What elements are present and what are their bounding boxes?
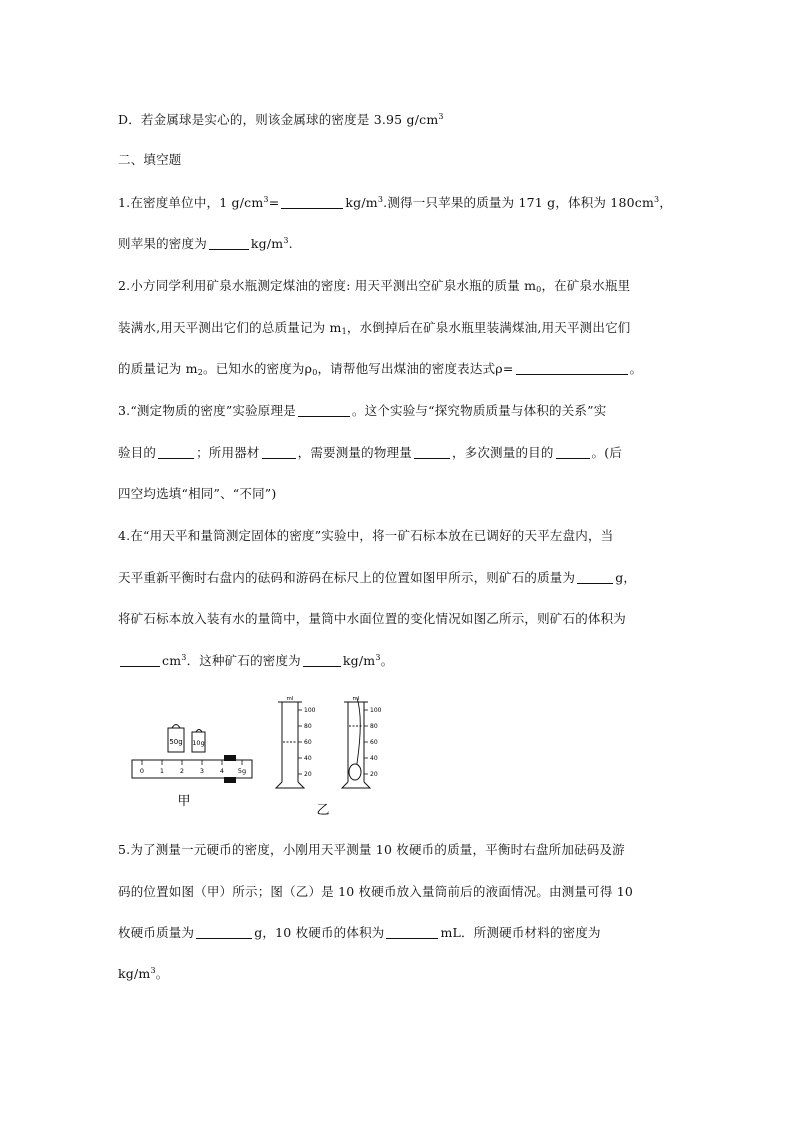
- scale-tick-label: 0: [139, 767, 145, 775]
- graduated-cylinder-left: [276, 696, 316, 788]
- cylinder-tick-label: 20: [370, 771, 378, 778]
- scale-tick-label: 4: [219, 767, 225, 775]
- cylinder-unit-label: ml: [352, 696, 360, 702]
- scale-tick-label: 2: [179, 767, 185, 775]
- answer-blank[interactable]: [298, 404, 350, 417]
- question-4-line-4: $cm^3$．这种矿石的密度为 $kg/m^3$。: [118, 653, 393, 669]
- string-icon: [356, 698, 360, 770]
- answer-blank[interactable]: [120, 654, 160, 667]
- answer-blank[interactable]: [196, 926, 252, 939]
- question-4-line-3: 将矿石标本放入装有水的量筒中，量筒中水面位置的变化情况如图乙所示，则矿石的体积为: [118, 611, 627, 626]
- cylinder-tick-label: 80: [304, 723, 312, 730]
- cylinder-tick-label: 100: [304, 707, 316, 714]
- figure-label-jia: 甲: [177, 794, 191, 809]
- cylinder-unit-label: ml: [286, 696, 294, 702]
- weight-50g-label: 50g: [169, 738, 183, 746]
- cylinder-tick-label: 60: [304, 739, 312, 746]
- question-3-line-1: 3.“测定物质的密度”实验原理是 。这个实验与“探究物质质量与体积的关系”实: [118, 403, 607, 418]
- answer-blank[interactable]: [414, 446, 450, 459]
- answer-blank[interactable]: [158, 446, 194, 459]
- weight-10g-label: 10g: [192, 739, 205, 747]
- experiment-figure: [128, 690, 398, 820]
- balance-scale-ruler: [132, 755, 252, 783]
- question-3-line-3: 四空均选填“相同”、“不同”): [118, 486, 277, 501]
- cylinder-tick-label: 60: [370, 739, 378, 746]
- answer-blank[interactable]: [386, 926, 438, 939]
- question-2-line-2: 装满水,用天平测出它们的总质量记为 $m_1$，水倒掉后在矿泉水瓶里装满煤油,用天平测出它们: [118, 320, 631, 336]
- question-3-line-2: 验目的 ；所用器材 ，需要测量的物理量 ，多次测量的目的 。(后: [118, 445, 623, 460]
- answer-blank[interactable]: [556, 446, 590, 459]
- question-2-line-3: 的质量记为 $m_2$。已知水的密度为$\rho_0$，请帮他写出煤油的密度表达式ρ= 。: [118, 361, 643, 377]
- answer-blank[interactable]: [303, 654, 341, 667]
- rider-top-icon: [224, 755, 236, 761]
- scale-tick-label: 3: [199, 767, 205, 775]
- question-1-line-2: 则苹果的密度为 $kg/m^3$.: [118, 236, 293, 251]
- figure-svg: [128, 690, 398, 820]
- answer-blank[interactable]: [281, 196, 343, 209]
- weight-10g-icon: [192, 730, 205, 753]
- cylinder-tick-label: 40: [370, 755, 378, 762]
- cylinder-tick-label: 20: [304, 771, 312, 778]
- figure-label-yi: 乙: [316, 803, 330, 818]
- section-heading: 二、填空题: [118, 152, 182, 167]
- scale-tick-label: 5g: [237, 767, 247, 775]
- question-2-line-1: 2.小方同学利用矿泉水瓶测定煤油的密度: 用天平测出空矿泉水瓶的质量 $m_0$，在矿泉水瓶里: [118, 278, 631, 294]
- question-5-line-3: 枚硬币质量为 g，10 枚硬币的体积为 mL．所测硬币材料的密度为: [118, 925, 601, 940]
- scale-tick-label: 1: [159, 767, 165, 775]
- answer-blank[interactable]: [516, 362, 628, 375]
- answer-blank[interactable]: [209, 237, 249, 250]
- question-4-line-2: 天平重新平衡时右盘内的砝码和游码在标尺上的位置如图甲所示，则矿石的质量为 g，: [118, 570, 637, 585]
- question-5-line-1: 5.为了测量一元硬币的密度，小刚用天平测量 10 枚硬币的质量，平衡时右盘所加砝码及游: [118, 842, 625, 857]
- question-5-line-4: $kg/m^3$。: [118, 966, 169, 981]
- graduated-cylinder-right: [342, 696, 382, 788]
- weight-50g-icon: [168, 725, 184, 753]
- option-d-line: D．若金属球是实心的，则该金属球的密度是 3.95 $g/cm^3$: [118, 112, 444, 127]
- question-5-line-2: 码的位置如图（甲）所示；图（乙）是 10 枚硬币放入量筒前后的液面情况。由测量可得 10: [118, 884, 634, 899]
- rider-bottom-icon: [224, 777, 236, 783]
- answer-blank[interactable]: [262, 446, 296, 459]
- question-4-line-1: 4.在“用天平和量筒测定固体的密度”实验中，将一矿石标本放在已调好的天平左盘内，当: [118, 528, 614, 543]
- cylinder-tick-label: 40: [304, 755, 312, 762]
- cylinder-tick-label: 100: [370, 707, 382, 714]
- question-1-line-1: 1.在密度单位中，1 $g/cm^3= kg/m^3$.测得一只苹果的质量为 171 g，体积为 $180cm^3$，: [118, 195, 673, 210]
- cylinder-tick-label: 80: [370, 723, 378, 730]
- answer-blank[interactable]: [577, 571, 613, 584]
- mineral-stone-icon: [349, 764, 361, 780]
